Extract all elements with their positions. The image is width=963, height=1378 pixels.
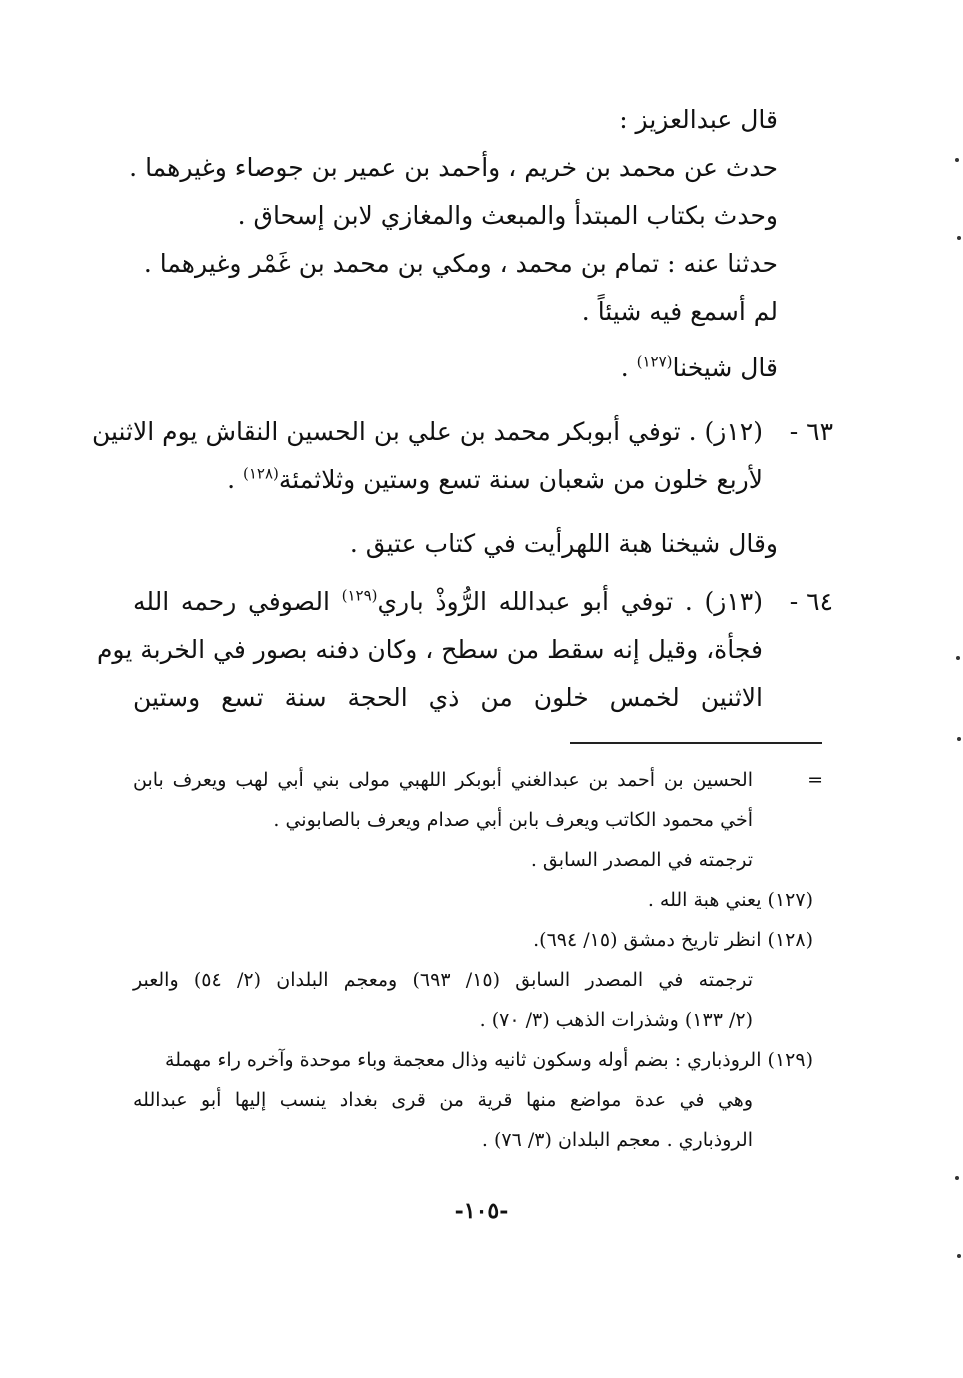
footnote-128-cont bbox=[133, 960, 753, 1040]
intro-line-5: لم أسمع فيه شيئاً . bbox=[581, 297, 778, 326]
entry-63-line-2-text: لأربع خلون من شعبان سنة تسع وستين وثلاثمئة bbox=[278, 465, 763, 494]
footnote-ref-128: (١٢٨) bbox=[243, 464, 279, 483]
footnote-128-line-3: (٢/ ١٣٣) وشذرات الذهب (٣/ ٧٠) . bbox=[479, 1009, 753, 1031]
entry-63-text bbox=[91, 408, 763, 504]
entry-63-line-1: (١٢ز) . توفي أبوبكر محمد بن علي بن الحسين النقاش يوم الاثنين bbox=[91, 417, 763, 446]
entry-63-end: . bbox=[227, 465, 244, 494]
continuation-marker: = bbox=[807, 769, 823, 791]
footnote-128-line-1: (١٢٨) انظر تاريخ دمشق (١٥/ ٦٩٤). bbox=[533, 929, 813, 951]
entry-64-line-1 bbox=[133, 578, 763, 626]
footnote-129-line-2: وهي في عدة مواضع منها قرية من قرى بغداد ينسب إليها أبو عبدالله bbox=[133, 1089, 753, 1111]
intro-line-2: حدث عن محمد بن خريم ، وأحمد بن عمير بن جوصاء وغيرهما . bbox=[129, 153, 778, 182]
entry-63 bbox=[91, 408, 833, 504]
footnote-divider bbox=[570, 742, 822, 744]
footnote-129-line-1: (١٢٩) الروذباري : بضم أوله وسكون ثانيه وذال معجمة وباء موحدة وآخره راء مهملة bbox=[165, 1049, 813, 1071]
intro-line-4: حدثنا عنه : تمام بن محمد ، ومكي بن محمد بن غَمْر وغيرهما . bbox=[143, 249, 778, 278]
intro-line-3: وحدث بكتاب المبتدأ والمبعث والمغازي لابن إسحاق . bbox=[237, 201, 778, 230]
scan-speck bbox=[955, 158, 959, 162]
scan-speck bbox=[957, 1254, 961, 1258]
shaykh-note bbox=[118, 520, 778, 568]
shaykh-end: . bbox=[620, 353, 637, 382]
shaykh-note-text: وقال شيخنا هبة اللهرأيت في كتاب عتيق . bbox=[349, 529, 778, 558]
footnotes bbox=[133, 760, 823, 1160]
footnote-128-line-2: ترجمته في المصدر السابق (١٥/ ٦٩٣) ومعجم البلدان (٢/ ٥٤) والعبر bbox=[133, 969, 753, 991]
footnote-129-line-3: الروذباري . معجم البلدان (٣/ ٧٦) . bbox=[481, 1129, 753, 1151]
intro-line-1: قال عبدالعزيز : bbox=[619, 105, 778, 134]
intro-block bbox=[118, 96, 778, 392]
footnote-127: (١٢٧) يعني هبة الله . bbox=[647, 889, 813, 911]
shaykh-line bbox=[118, 344, 778, 392]
entry-64 bbox=[96, 578, 833, 722]
entry-64-line-1a: (١٣ز) . توفي أبو عبدالله الرُّوذْ باري bbox=[377, 587, 763, 616]
entry-63-line-2 bbox=[133, 456, 763, 504]
page-number: -١٠٥- bbox=[454, 1198, 509, 1224]
entry-64-line-2: فجأة، وقيل إنه سقط من سطح ، وكان دفنه بصور في الخربة يوم bbox=[96, 635, 763, 664]
continuation-line-3: ترجمته في المصدر السابق . bbox=[530, 849, 753, 871]
footnote-continuation bbox=[133, 760, 823, 880]
scan-speck bbox=[957, 236, 961, 240]
scan-speck bbox=[955, 1176, 959, 1180]
scan-speck bbox=[957, 737, 961, 741]
entry-64-text bbox=[96, 578, 763, 722]
shaykh-text: قال شيخنا bbox=[672, 353, 778, 382]
continuation-line-2: أخي محمود الكاتب ويعرف بابن أبي صدام ويعرف بالصابوني . bbox=[273, 809, 753, 831]
footnote-ref-127: (١٢٧) bbox=[636, 352, 673, 371]
entry-64-line-1b: الصوفي رحمه الله bbox=[133, 587, 342, 616]
footnote-129-cont bbox=[133, 1080, 753, 1160]
entry-64-line-3: الاثنين لخمس خلون من ذي الحجة سنة تسع وستين bbox=[133, 683, 763, 712]
entry-number-64: ٦٤ - bbox=[789, 587, 833, 616]
footnote-ref-129: (١٢٩) bbox=[341, 586, 378, 605]
continuation-line-1: الحسين بن أحمد بن عبدالغني أبوبكر اللهبي مولى بني أبي لهب ويعرف بابن bbox=[133, 769, 753, 791]
scan-speck bbox=[956, 656, 960, 660]
entry-number-63: ٦٣ - bbox=[789, 417, 833, 446]
